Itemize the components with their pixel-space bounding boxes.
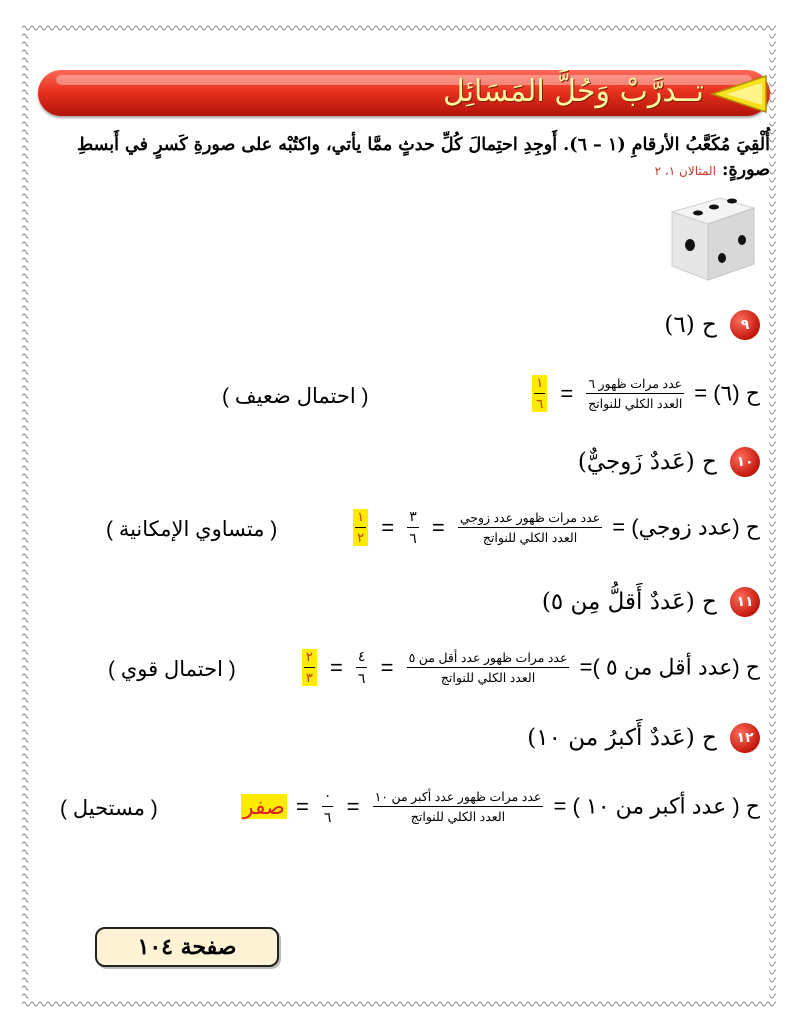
fraction-denominator: العدد الكلي للنواتج [440, 671, 536, 685]
answer-lhs: ح (عدد أقل من ٥ )= [579, 654, 760, 680]
intermediate-numerator: ٤ [356, 648, 368, 668]
ratio-fraction [458, 510, 602, 545]
intermediate-denominator: ٦ [323, 809, 332, 825]
example-reference: المثالان ١، ٢ [654, 164, 716, 178]
dice-icon [662, 190, 758, 286]
equals-sign: = [329, 654, 343, 680]
question-text: ح (عَددٌ زَوجيٌّ) [577, 449, 717, 475]
equals-sign: = [560, 380, 574, 406]
question-text: ح (٦) [664, 312, 717, 338]
result-fraction [532, 375, 547, 412]
problem-12-note: ( مستحيل ) [60, 797, 158, 820]
intermediate-fraction [322, 787, 334, 826]
answer-lhs: ح (٦) = [694, 380, 760, 406]
answer-lhs: ح ( عدد أكبر من ١٠ ) = [553, 793, 760, 819]
problem-12-answer [241, 787, 760, 826]
problem-9-answer [528, 375, 760, 412]
question-text: ح (عَددٌ أَكبرُ من ١٠) [527, 725, 717, 751]
fraction-numerator: عدد مرات ظهور عدد أكبر من ١٠ [373, 789, 544, 807]
problem-11-question [542, 587, 760, 617]
section-title: تــدرَّبْ وَحُلَّ المَسَائِل [442, 74, 704, 109]
result-denominator: ٢ [357, 530, 365, 545]
ratio-fraction [373, 789, 544, 824]
result-denominator: ٦ [536, 396, 544, 411]
fraction-numerator: عدد مرات ظهور ٦ [586, 376, 684, 394]
fraction-numerator: عدد مرات ظهور عدد زوجي [458, 510, 602, 528]
equals-sign: = [381, 514, 395, 540]
problem-9-question [664, 310, 760, 340]
fraction-denominator: العدد الكلي للنواتج [588, 397, 683, 411]
fraction-numerator: عدد مرات ظهور عدد أقل من ٥ [407, 650, 570, 668]
answer-lhs: ح (عدد زوجي) = [612, 514, 760, 540]
problem-number-badge: ١٠ [730, 447, 760, 477]
result-numerator: ٢ [304, 649, 315, 668]
problem-9-note: ( احتمال ضعيف ) [222, 385, 369, 408]
problem-number-badge: ١٢ [730, 723, 760, 753]
problem-10-note: ( متساوي الإمكانية ) [106, 518, 278, 541]
problem-number-badge: ١١ [730, 587, 760, 617]
problem-11-note: ( احتمال قوي ) [108, 658, 236, 681]
result-numerator: ١ [355, 509, 366, 528]
result-denominator: ٣ [305, 670, 313, 685]
intermediate-denominator: ٦ [357, 670, 366, 686]
problem-12-question [527, 723, 760, 753]
problem-11-answer [298, 648, 760, 687]
problem-number-badge: ٩ [730, 310, 760, 340]
instructions [30, 133, 770, 184]
equals-sign: = [295, 793, 309, 819]
fraction-denominator: العدد الكلي للنواتج [410, 810, 506, 824]
intermediate-numerator: ٠ [322, 787, 334, 807]
intermediate-fraction [356, 648, 368, 687]
instructions-text: أُلْقِيَ مُكَعَّبُ الأرقامِ (١ – ٦). أَوجِدِ احتِمالَ كُلِّ حدثٍ ممَّا يأتي، واكتُبْه على صورةِ كَسرٍ في أَبسطِ صورةٍ: [77, 135, 770, 180]
result-fraction [302, 649, 317, 686]
fraction-denominator: العدد الكلي للنواتج [482, 531, 578, 545]
triangle-arrow-icon [706, 74, 770, 114]
intermediate-denominator: ٦ [409, 530, 417, 546]
intermediate-fraction [407, 508, 419, 547]
question-text: ح (عَددٌ أَقلُّ مِن ٥) [541, 589, 717, 615]
page-number-label: صفحة ١٠٤ [95, 927, 279, 967]
equals-sign: = [380, 654, 394, 680]
problem-10-answer [349, 508, 760, 547]
ratio-fraction [586, 376, 684, 411]
problem-10-question [578, 447, 760, 477]
equals-sign: = [346, 793, 360, 819]
result-fraction [353, 509, 368, 546]
equals-sign: = [431, 514, 445, 540]
intermediate-numerator: ٣ [407, 508, 419, 528]
result-numerator: ١ [534, 375, 545, 394]
ratio-fraction [407, 650, 570, 685]
result-zero: صفر [242, 793, 285, 819]
